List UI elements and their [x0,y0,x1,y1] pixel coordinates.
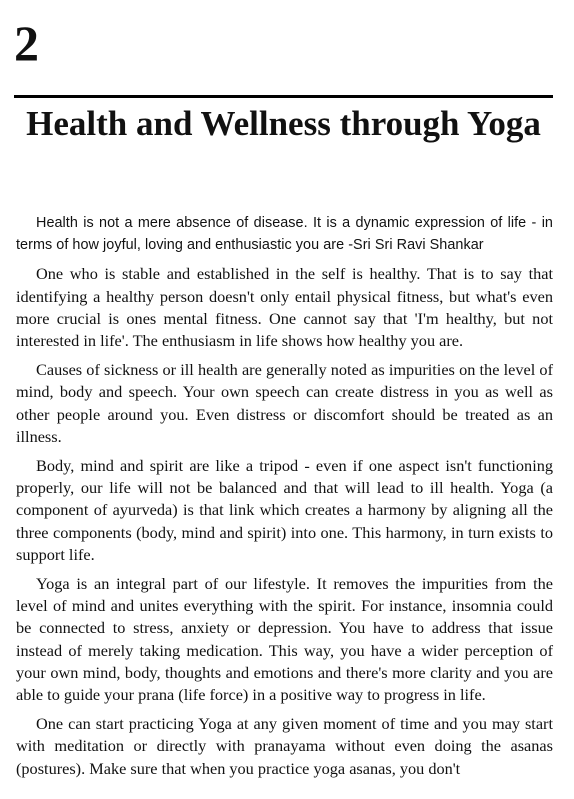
title-rule [14,95,553,98]
chapter-title: Health and Wellness through Yoga [26,104,541,143]
paragraph: Body, mind and spirit are like a tripod - even if one aspect isn't functioning properly, our life will not be balanced and that will lead to ill health. Yoga (a component of ayurveda) is that link which creates a harmony by aligning all the three components (body, mind and spirit) into one. This harmony, in turn exists to support life. [16,456,553,564]
paragraph: Yoga is an integral part of our lifestyle. It removes the impurities from the level of mind and unites everything with the spirit. For instance, insomnia could be connected to stress, anxiety or depression. You have to address that issue instead of merely taking medication. This way, you have a wider perception of your own mind, body, thoughts and emotions and there's more clarity and you are able to guide your prana (life force) in a positive way to progress in life. [16,574,553,705]
paragraph: One can start practicing Yoga at any given moment of time and you may start with meditation or directly with pranayama without even doing the asanas (postures). Make sure that when you practice yoga asanas, you don't [16,714,553,778]
paragraph: Causes of sickness or ill health are generally noted as impurities on the level of mind, body and speech. Your own speech can create distress in you as well as other people around you. Even distress or discomfort should be treated as an illness. [16,360,553,446]
chapter-body [16,212,553,787]
chapter-number: 2 [14,15,39,71]
paragraph: One who is stable and established in the self is healthy. That is to say that identifying a healthy person doesn't only entail physical fitness, but what's even more crucial is ones mental fitness. One cannot say that 'I'm healthy, but not interested in life'. The enthusiasm in life shows how healthy you are. [16,264,553,351]
opening-quote: Health is not a mere absence of disease. It is a dynamic expression of life - in terms of how joyful, loving and enthusiastic you are -Sri Sri Ravi Shankar [16,215,553,254]
